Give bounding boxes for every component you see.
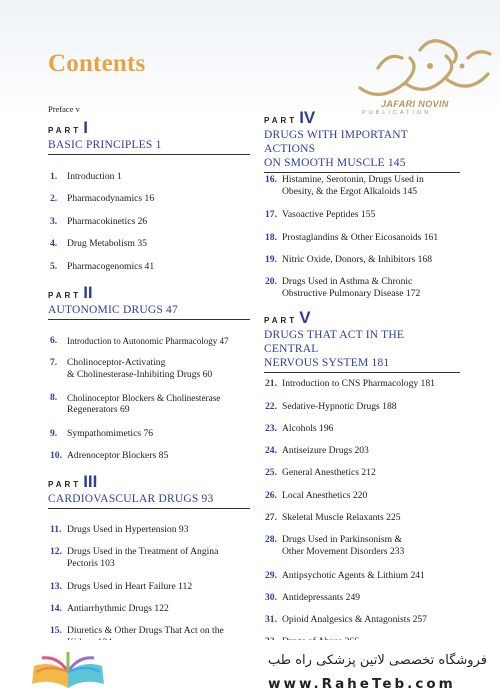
toc-entry-27[interactable]: 27. Skeletal Muscle Relaxants 225: [265, 512, 401, 523]
toc-entry-30[interactable]: 30. Antidepressants 249: [265, 592, 361, 603]
part-label: PART: [48, 480, 82, 489]
toc-entry-14[interactable]: 14. Antiarrhythmic Drugs 122: [50, 603, 169, 614]
toc-entry-7[interactable]: 7. Cholinoceptor-Activating & Cholinesterase-Inhibiting Drugs 60: [50, 357, 213, 381]
toc-entry-26[interactable]: 26. Local Anesthetics 220: [265, 490, 368, 501]
footer-url-link[interactable]: www.RaheTeb.com: [268, 676, 456, 692]
part-number: III: [83, 472, 98, 491]
toc-entry-15[interactable]: 15. Diuretics & Other Drugs That Act on the: [50, 625, 224, 636]
part-3-title[interactable]: CARDIOVASCULAR DRUGS 93: [48, 492, 250, 509]
toc-entry-20[interactable]: 20. Drugs Used in Asthma & Chronic Obstructive Pulmonary Disease 172: [265, 276, 421, 300]
toc-entry-21[interactable]: 21. Introduction to CNS Pharmacology 181: [265, 378, 435, 389]
toc-entry-2[interactable]: 2. Pharmacodynamics 16: [50, 193, 155, 204]
part-5-header: [264, 308, 460, 373]
toc-entry-25[interactable]: 25. General Anesthetics 212: [265, 467, 376, 478]
toc-entry-11[interactable]: 11. Drugs Used in Hypertension 93: [50, 524, 189, 535]
part-1-title[interactable]: BASIC PRINCIPLES 1: [48, 138, 250, 155]
toc-entry-12[interactable]: 12. Drugs Used in the Treatment of Angina Pectoris 103: [50, 546, 219, 570]
toc-entry-23[interactable]: 23. Alcohols 196: [265, 423, 334, 434]
toc-entry-31[interactable]: 31. Opioid Analgesics & Antagonists 257: [265, 614, 427, 625]
open-book-icon: [28, 650, 108, 694]
toc-entry-22[interactable]: 22. Sedative-Hypnotic Drugs 188: [265, 401, 397, 412]
toc-entry-3[interactable]: 3. Pharmacokinetics 26: [50, 216, 148, 227]
part-2-header: [48, 283, 250, 320]
toc-entry-8[interactable]: 8. Cholinoceptor Blockers & Cholinesterase Regenerators 69: [50, 392, 221, 416]
publisher-subtitle: PUBLICATION: [362, 110, 432, 116]
publisher-name: JAFARI NOVIN: [381, 99, 449, 109]
footer-persian-text: فروشگاه تخصصی لاتین پزشکی راه طب: [268, 653, 487, 668]
part-4-title[interactable]: DRUGS WITH IMPORTANT ACTIONS ON SMOOTH MUSCLE 145: [264, 128, 460, 173]
page-title: Contents: [48, 50, 146, 77]
part-number: I: [83, 118, 88, 137]
toc-entry-18[interactable]: 18. Prostaglandins & Other Eicosanoids 161: [265, 232, 439, 243]
part-label: PART: [264, 316, 298, 325]
toc-entry-16[interactable]: 16. Histamine, Serotonin, Drugs Used in Obesity, & the Ergot Alkaloids 145: [265, 174, 424, 198]
part-label: PART: [48, 126, 82, 135]
part-label: PART: [48, 291, 82, 300]
part-label: PART: [264, 116, 298, 125]
part-number: II: [83, 283, 93, 302]
part-5-title[interactable]: DRUGS THAT ACT IN THE CENTRAL NERVOUS SYSTEM 181: [264, 328, 460, 373]
toc-entry-1[interactable]: 1. Introduction 1: [50, 171, 122, 182]
toc-entry-29[interactable]: 29. Antipsychotic Agents & Lithium 241: [265, 570, 425, 581]
part-3-header: [48, 472, 250, 509]
toc-entry-6[interactable]: 6. Introduction to Autonomic Pharmacology 47: [50, 335, 229, 346]
toc-entry-10[interactable]: 10. Adrenoceptor Blockers 85: [50, 450, 169, 461]
toc-entry-5[interactable]: 5. Pharmacogenomics 41: [50, 261, 155, 272]
toc-entry-19[interactable]: 19. Nitric Oxide, Donors, & Inhibitors 168: [265, 254, 433, 265]
part-number: V: [299, 308, 311, 327]
part-4-header: [264, 108, 460, 173]
toc-entry-28[interactable]: 28. Drugs Used in Parkinsonism & Other Movement Disorders 233: [265, 534, 405, 558]
toc-entry-4[interactable]: 4. Drug Metabolism 35: [50, 238, 147, 249]
part-number: IV: [299, 108, 316, 127]
toc-entry-24[interactable]: 24. Antiseizure Drugs 203: [265, 445, 369, 456]
toc-entry-9[interactable]: 9. Sympathomimetics 76: [50, 428, 154, 439]
preface-entry[interactable]: Preface v: [48, 104, 80, 114]
toc-entry-13[interactable]: 13. Drugs Used in Heart Failure 112: [50, 581, 193, 592]
part-1-header: [48, 118, 250, 155]
part-2-title[interactable]: AUTONOMIC DRUGS 47: [48, 303, 250, 320]
toc-entry-17[interactable]: 17. Vasoactive Peptides 155: [265, 209, 376, 220]
